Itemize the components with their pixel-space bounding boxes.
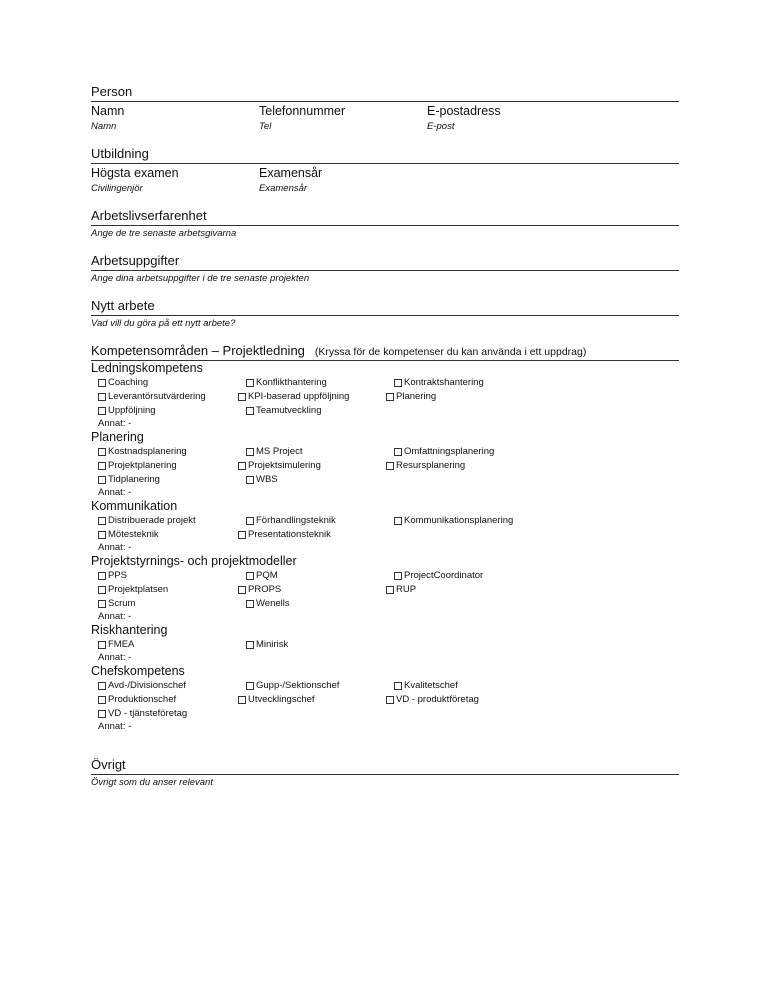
field-email[interactable] [427, 102, 595, 133]
checkbox-icon[interactable] [98, 531, 106, 539]
checkbox-icon[interactable] [238, 586, 246, 594]
checkbox-grid [91, 376, 679, 418]
competence-checkbox[interactable] [386, 583, 534, 597]
checkbox-grid [91, 569, 679, 611]
checkbox-label: Presentationsteknik [248, 529, 331, 540]
checkbox-icon[interactable] [386, 696, 394, 704]
checkbox-icon[interactable] [394, 517, 402, 525]
field-hint[interactable]: Namn [91, 121, 117, 132]
section-title: Nytt arbete [91, 298, 155, 313]
checkbox-icon[interactable] [98, 407, 106, 415]
checkbox-label: ProjectCoordinator [404, 570, 484, 581]
field-label: Namn [91, 104, 125, 118]
checkbox-icon[interactable] [246, 379, 254, 387]
checkbox-icon[interactable] [386, 586, 394, 594]
other-competence-field[interactable]: Annat: - [98, 542, 132, 553]
competence-checkbox[interactable] [238, 390, 386, 404]
other-competence-field[interactable]: Annat: - [98, 721, 132, 732]
section-divider [91, 315, 679, 316]
checkbox-label: Leverantörsutvärdering [108, 391, 206, 402]
section-new-job [91, 298, 679, 330]
competence-category [91, 361, 679, 430]
field-label: Telefonnummer [259, 104, 346, 118]
checkbox-icon[interactable] [246, 572, 254, 580]
other-competence-field[interactable]: Annat: - [98, 487, 132, 498]
checkbox-icon[interactable] [238, 696, 246, 704]
checkbox-label: Uppföljning [108, 405, 156, 416]
checkbox-icon[interactable] [394, 379, 402, 387]
checkbox-icon[interactable] [98, 462, 106, 470]
checkbox-icon[interactable] [246, 641, 254, 649]
section-title: Kompetensområden – Projektledning [91, 343, 305, 358]
field-highest-degree[interactable] [91, 164, 259, 195]
checkbox-label: Kvalitetschef [404, 680, 458, 691]
competence-checkbox[interactable] [98, 693, 238, 707]
checkbox-grid [91, 445, 679, 487]
checkbox-icon[interactable] [246, 407, 254, 415]
checkbox-label: Omfattningsplanering [404, 446, 495, 457]
checkbox-icon[interactable] [98, 696, 106, 704]
checkbox-label: WBS [256, 474, 278, 485]
checkbox-icon[interactable] [246, 517, 254, 525]
checkbox-label: Utvecklingschef [248, 694, 315, 705]
competence-checkbox[interactable] [98, 638, 246, 652]
competence-checkbox[interactable] [98, 473, 246, 487]
checkbox-icon[interactable] [246, 682, 254, 690]
checkbox-icon[interactable] [98, 393, 106, 401]
checkbox-label: Tidplanering [108, 474, 160, 485]
checkbox-icon[interactable] [98, 641, 106, 649]
category-title: Planering [91, 430, 144, 444]
checkbox-label: Konflikthantering [256, 377, 327, 388]
checkbox-label: KPI-baserad uppföljning [248, 391, 350, 402]
competence-checkbox[interactable] [394, 376, 542, 390]
competence-checkbox[interactable] [246, 514, 394, 528]
checkbox-icon[interactable] [238, 393, 246, 401]
checkbox-icon[interactable] [246, 448, 254, 456]
other-competence-field[interactable]: Annat: - [98, 418, 132, 429]
competence-checkbox[interactable] [394, 514, 542, 528]
field-hint[interactable]: Övrigt som du anser relevant [91, 777, 213, 788]
checkbox-label: Scrum [108, 598, 136, 609]
checkbox-icon[interactable] [98, 710, 106, 718]
competence-checkbox[interactable] [246, 376, 394, 390]
checkbox-label: RUP [396, 584, 417, 595]
category-title: Projektstyrnings- och projektmodeller [91, 554, 297, 568]
other-competence-field[interactable]: Annat: - [98, 611, 132, 622]
field-hint[interactable]: Ange dina arbetsuppgifter i de tre senaste projekten [91, 273, 310, 284]
competence-category [91, 664, 679, 733]
competence-checkbox[interactable] [238, 528, 386, 542]
category-title: Chefskompetens [91, 664, 185, 678]
competence-category [91, 499, 679, 554]
checkbox-label: Resursplanering [396, 460, 466, 471]
checkbox-label: Produktionschef [108, 694, 177, 705]
competence-categories [91, 361, 679, 733]
field-hint[interactable]: Civilingenjör [91, 183, 143, 194]
checkbox-icon[interactable] [98, 682, 106, 690]
section-education [91, 146, 679, 195]
checkbox-label: VD - tjänsteföretag [108, 708, 188, 719]
checkbox-icon[interactable] [98, 572, 106, 580]
checkbox-icon[interactable] [246, 600, 254, 608]
checkbox-label: Wenells [256, 598, 290, 609]
competence-checkbox[interactable] [394, 569, 542, 583]
field-hint[interactable]: Examensår [259, 183, 308, 194]
other-competence-field[interactable]: Annat: - [98, 652, 132, 663]
competence-checkbox[interactable] [386, 390, 534, 404]
section-title: Arbetslivserfarenhet [91, 208, 207, 223]
competence-checkbox[interactable] [386, 459, 534, 473]
competence-checkbox[interactable] [98, 569, 246, 583]
checkbox-label: Mötesteknik [108, 529, 159, 540]
checkbox-label: MS Project [256, 446, 303, 457]
field-phone[interactable] [259, 102, 427, 133]
checkbox-grid [91, 638, 679, 652]
checkbox-label: Projektsimulering [248, 460, 321, 471]
checkbox-label: Minirisk [256, 639, 289, 650]
competence-checkbox[interactable] [394, 445, 542, 459]
checkbox-grid [91, 514, 679, 542]
section-note: (Kryssa för de kompetenser du kan använda i ett uppdrag) [314, 346, 587, 358]
checkbox-label: PQM [256, 570, 278, 581]
category-title: Ledningskompetens [91, 361, 203, 375]
checkbox-icon[interactable] [98, 586, 106, 594]
checkbox-icon[interactable] [98, 517, 106, 525]
section-title: Övrigt [91, 757, 126, 772]
section-title: Person [91, 84, 133, 99]
competence-checkbox[interactable] [246, 404, 386, 418]
checkbox-icon[interactable] [98, 379, 106, 387]
field-label: Högsta examen [91, 166, 179, 180]
checkbox-label: Projektplatsen [108, 584, 169, 595]
section-work-experience [91, 208, 679, 240]
checkbox-label: Avd-/Divisionschef [108, 680, 186, 691]
competence-checkbox[interactable] [246, 473, 386, 487]
checkbox-label: Gupp-/Sektionschef [256, 680, 340, 691]
checkbox-label: Distribuerade projekt [108, 515, 196, 526]
section-divider [91, 774, 679, 775]
competence-checkbox[interactable] [98, 707, 246, 721]
competence-checkbox[interactable] [246, 638, 394, 652]
competence-checkbox[interactable] [246, 597, 386, 611]
category-title: Riskhantering [91, 623, 168, 637]
checkbox-grid [91, 679, 679, 721]
competence-checkbox[interactable] [246, 569, 394, 583]
checkbox-icon[interactable] [98, 448, 106, 456]
checkbox-label: Kontraktshantering [404, 377, 484, 388]
form-content [91, 84, 679, 789]
competence-category [91, 430, 679, 499]
competence-checkbox[interactable] [98, 583, 238, 597]
checkbox-icon[interactable] [238, 531, 246, 539]
checkbox-label: Teamutveckling [256, 405, 322, 416]
competence-category [91, 554, 679, 623]
competence-checkbox[interactable] [98, 404, 246, 418]
checkbox-label: VD - produktföretag [396, 694, 479, 705]
checkbox-icon[interactable] [246, 476, 254, 484]
field-hint[interactable]: E-post [427, 121, 455, 132]
field-label: Examensår [259, 166, 323, 180]
checkbox-label: Projektplanering [108, 460, 177, 471]
competence-category [91, 623, 679, 664]
competence-checkbox[interactable] [98, 679, 246, 693]
section-title: Arbetsuppgifter [91, 253, 180, 268]
field-hint[interactable]: Vad vill du göra på ett nytt arbete? [91, 318, 236, 329]
competence-checkbox[interactable] [98, 459, 238, 473]
checkbox-icon[interactable] [394, 448, 402, 456]
section-person [91, 84, 679, 133]
competence-checkbox[interactable] [238, 583, 386, 597]
checkbox-label: Kommunikationsplanering [404, 515, 514, 526]
competence-checkbox[interactable] [98, 445, 246, 459]
checkbox-label: Kostnadsplanering [108, 446, 187, 457]
competence-checkbox[interactable] [246, 679, 394, 693]
competence-checkbox[interactable] [238, 693, 386, 707]
section-competences [91, 343, 679, 733]
checkbox-label: Planering [396, 391, 437, 402]
section-title: Utbildning [91, 146, 149, 161]
checkbox-icon[interactable] [394, 682, 402, 690]
section-work-tasks [91, 253, 679, 285]
checkbox-icon[interactable] [386, 462, 394, 470]
competence-checkbox[interactable] [98, 390, 238, 404]
category-title: Kommunikation [91, 499, 178, 513]
section-other [91, 757, 679, 789]
competence-checkbox[interactable] [246, 445, 394, 459]
field-hint[interactable]: Tel [259, 121, 272, 132]
checkbox-label: FMEA [108, 639, 135, 650]
checkbox-icon[interactable] [238, 462, 246, 470]
field-label: E-postadress [427, 104, 501, 118]
section-header [91, 343, 679, 359]
competence-checkbox[interactable] [98, 376, 246, 390]
competence-checkbox[interactable] [98, 514, 246, 528]
field-name[interactable] [91, 102, 259, 133]
checkbox-label: Förhandlingsteknik [256, 515, 336, 526]
section-divider [91, 225, 679, 226]
checkbox-icon[interactable] [98, 600, 106, 608]
checkbox-label: PROPS [248, 584, 282, 595]
competence-checkbox[interactable] [386, 693, 534, 707]
checkbox-icon[interactable] [394, 572, 402, 580]
competence-checkbox[interactable] [98, 528, 238, 542]
field-degree-year[interactable] [259, 164, 427, 195]
checkbox-label: PPS [108, 570, 128, 581]
checkbox-label: Coaching [108, 377, 149, 388]
competence-checkbox[interactable] [238, 459, 386, 473]
section-divider [91, 270, 679, 271]
checkbox-icon[interactable] [98, 476, 106, 484]
field-hint[interactable]: Ange de tre senaste arbetsgivarna [91, 228, 237, 239]
competence-checkbox[interactable] [98, 597, 246, 611]
checkbox-icon[interactable] [386, 393, 394, 401]
competence-checkbox[interactable] [394, 679, 542, 693]
